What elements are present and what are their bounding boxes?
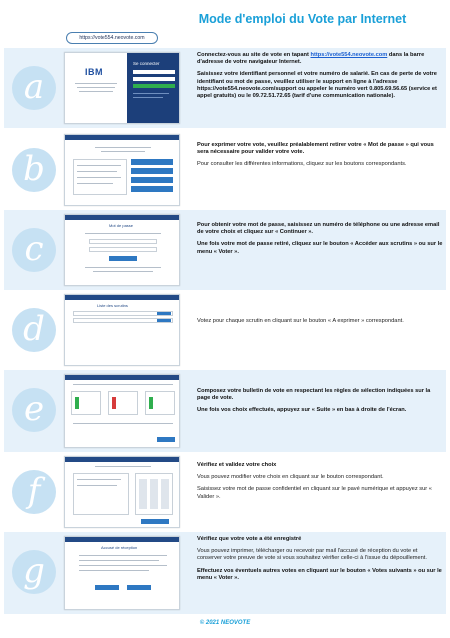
login-left-panel bbox=[65, 53, 127, 124]
step-letter: d bbox=[23, 309, 45, 349]
shot-title: Liste des scrutins bbox=[97, 303, 128, 308]
instruction-text: Effectuez vos éventuels autres votes en cliquant sur le bouton « Votes suivants » ou sur le menu « Voter ». bbox=[197, 567, 442, 581]
instruction-text: Saisissez votre mot de passe confidentiel en cliquant sur le pavé numérique et appuyez sur « Valider ». bbox=[197, 486, 432, 500]
instruction-text: Vous pouvez modifier votre choix en cliquant sur le bouton correspondant. bbox=[197, 474, 384, 481]
step-text bbox=[197, 142, 443, 174]
letter-circle bbox=[12, 388, 56, 432]
letter-circle bbox=[12, 66, 56, 110]
screenshot-home bbox=[64, 134, 180, 206]
step-letter: g bbox=[23, 551, 45, 591]
login-right-panel bbox=[127, 53, 180, 124]
instruction-text: Vous pouvez imprimer, télécharger ou recevoir par mail l'accusé de réception du vote et conserver votre preuve de vote si vous souhaitez vérifier celle-ci à l'issue du dépouillement. bbox=[197, 548, 427, 562]
screenshot-receipt bbox=[64, 536, 180, 610]
instruction-text: Saisissez votre identifiant personnel et votre numéro de salarié. En cas de perte de votre identifiant ou mot de passe, veuillez utiliser le support en ligne à l'adresse https://vote554.neovote.com/support ou appeler le numéro vert 0.805.69.56.65 (service et appel gratuits) ou le 09.72.51.72.65 (tarif d'une communication nationale). bbox=[197, 71, 437, 100]
screenshot-password bbox=[64, 214, 180, 286]
login-title: Se connecter bbox=[133, 61, 160, 66]
instruction-text: Composez votre bulletin de vote en respectant les règles de sélection indiquées sur la page de vote. bbox=[197, 388, 431, 402]
step-e bbox=[4, 370, 446, 452]
step-text bbox=[197, 388, 443, 420]
step-g bbox=[4, 532, 446, 614]
screenshot-login bbox=[64, 52, 180, 124]
shot-title: Accusé de réception bbox=[101, 545, 138, 550]
step-letter: e bbox=[23, 389, 45, 429]
screenshot-ballot bbox=[64, 374, 180, 448]
ibm-logo: IBM bbox=[85, 67, 103, 77]
instruction-text: Pour consulter les différentes informations, cliquez sur les boutons correspondants. bbox=[197, 161, 407, 168]
screenshot-validation bbox=[64, 456, 180, 528]
instruction-text: Pour obtenir votre mot de passe, saisissez un numéro de téléphone ou une adresse email de votre choix et cliquez sur « Continuer ». bbox=[197, 222, 440, 236]
step-text bbox=[197, 462, 443, 506]
instruction-text: Connectez-vous au site de vote en tapant bbox=[197, 52, 311, 58]
instruction-text: Une fois vos choix effectués, appuyez sur « Suite » en bas à droite de l'écran. bbox=[197, 407, 407, 414]
letter-circle bbox=[12, 470, 56, 514]
instruction-text: Vérifiez que votre vote a été enregistré bbox=[197, 536, 302, 542]
letter-circle bbox=[12, 228, 56, 272]
step-a bbox=[4, 48, 446, 128]
step-text bbox=[197, 222, 443, 261]
step-letter: b bbox=[23, 149, 45, 189]
instruction-text: dans la barre d'adresse de votre navigateur Internet. bbox=[197, 52, 425, 66]
step-letter: c bbox=[24, 229, 44, 269]
step-d bbox=[4, 290, 446, 370]
step-text bbox=[197, 318, 443, 330]
letter-circle bbox=[12, 550, 56, 594]
url-pill: https://vote554.neovote.com bbox=[66, 32, 158, 44]
letter-circle bbox=[12, 148, 56, 192]
instruction-text: Pour exprimer votre vote, veuillez préalablement retirer votre « Mot de passe » qui vous sera nécessaire pour valider votre vote. bbox=[197, 142, 434, 156]
step-b bbox=[4, 130, 446, 210]
instruction-text: Vérifiez et validez votre choix bbox=[197, 462, 277, 468]
letter-circle bbox=[12, 308, 56, 352]
vote-site-link[interactable]: https://vote554.neovote.com bbox=[310, 52, 388, 58]
screenshot-ballot-list bbox=[64, 294, 180, 366]
step-text bbox=[197, 536, 443, 587]
step-letter: f bbox=[27, 471, 41, 511]
footer-copyright: © 2021 NEOVOTE bbox=[199, 620, 251, 626]
step-c bbox=[4, 210, 446, 290]
page-title: Mode d'emploi du Vote par Internet bbox=[198, 12, 407, 26]
shot-title: Mot de passe bbox=[109, 223, 134, 228]
step-letter: a bbox=[23, 67, 45, 107]
instruction-text: Votez pour chaque scrutin en cliquant sur le bouton « A exprimer » correspondant. bbox=[197, 318, 404, 324]
step-text bbox=[197, 52, 443, 105]
instruction-text: Une fois votre mot de passe retiré, cliquez sur le bouton « Accéder aux scrutins » ou sur le menu « Voter ». bbox=[197, 241, 443, 255]
step-f bbox=[4, 452, 446, 532]
